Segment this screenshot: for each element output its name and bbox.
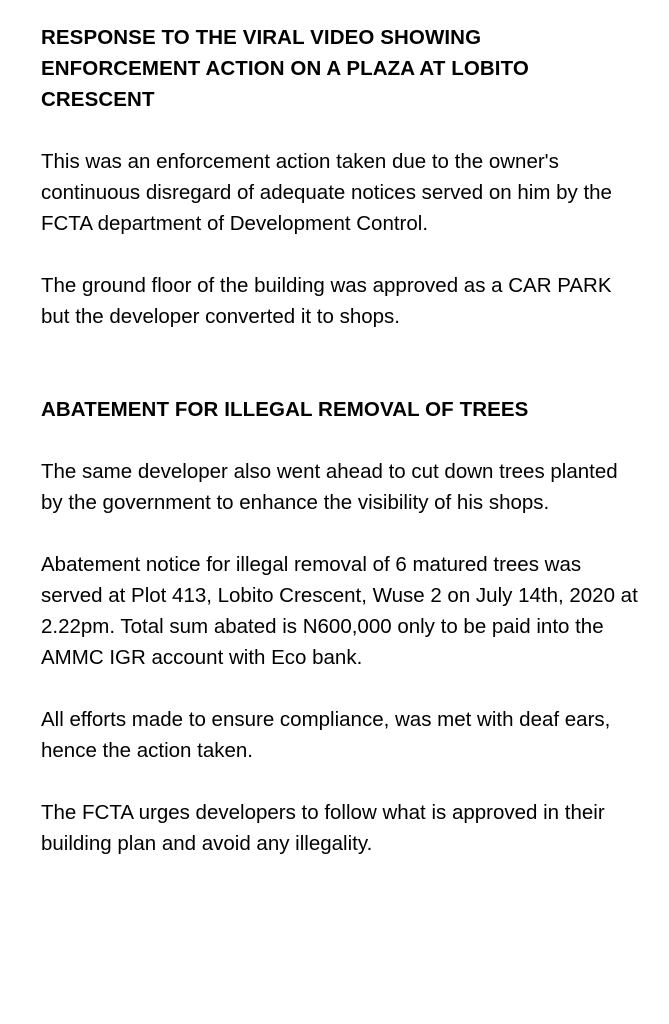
paragraph-car-park-conversion: The ground floor of the building was approved as a CAR PARK but the developer converted it to shops.	[41, 274, 612, 328]
paragraph-fcta-urges-developers: The FCTA urges developers to follow what is approved in their building plan and avoid any illegality.	[41, 801, 605, 855]
paragraph-compliance-efforts: All efforts made to ensure compliance, was met with deaf ears, hence the action taken.	[41, 708, 611, 762]
paragraph-enforcement-action: This was an enforcement action taken due to the owner's continuous disregard of adequate notices served on him by the FCTA department of Development Control.	[41, 150, 612, 235]
heading-viral-video-response: RESPONSE TO THE VIRAL VIDEO SHOWING ENFORCEMENT ACTION ON A PLAZA AT LOBITO CRESCENT	[41, 26, 529, 111]
paragraph-abatement-notice: Abatement notice for illegal removal of 6 matured trees was served at Plot 413, Lobito Crescent, Wuse 2 on July 14th, 2020 at 2.22pm. Total sum abated is N600,000 only to be paid into the AMMC IGR account with Eco bank.	[41, 553, 638, 669]
document-body	[41, 22, 641, 859]
paragraph-trees-cut-down: The same developer also went ahead to cut down trees planted by the government to enhance the visibility of his shops.	[41, 460, 618, 514]
heading-tree-removal-abatement: ABATEMENT FOR ILLEGAL REMOVAL OF TREES	[41, 398, 529, 421]
